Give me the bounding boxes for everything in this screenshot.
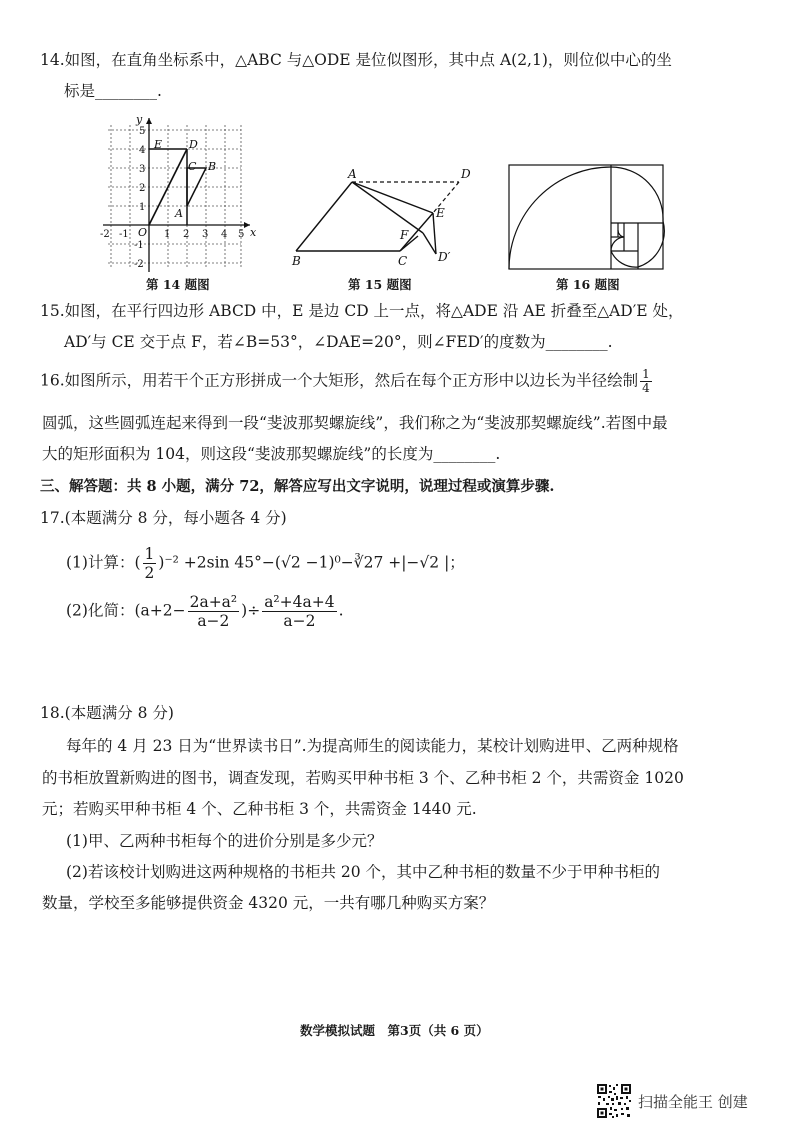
q17-part2-mid: )÷ [241,601,261,620]
fig14-ytick: 3 [139,164,146,175]
fig14-xtick: -1 [119,229,129,240]
q17-p1-num: 1 [144,545,155,563]
fig15-label-d: D [461,167,471,181]
q17-title: 17.(本题满分 8 分，每小题各 4 分) [40,509,287,527]
q17-p2-frac1-num: 2a+a² [189,593,238,611]
fig14-label-e: E [154,138,163,151]
q17-part1-prefix: (1)计算：( [66,553,141,572]
q16-frac-den: 4 [642,381,650,395]
fig14-axis-y: y [136,113,143,126]
q17-p2-frac2-num: a²+4a+4 [264,593,335,611]
fig14-label-c: C [188,160,197,173]
q15-line1: 15.如图，在平行四边形 ABCD 中，E 是边 CD 上一点，将△ADE 沿 AE 折叠至△AD′E 处， [40,302,684,320]
q16-line2: 圆弧，这些圆弧连起来得到一段“斐波那契螺旋线”，我们称之为“斐波那契螺旋线”.若图中最 [42,414,668,432]
q18-title: 18.(本题满分 8 分) [40,704,174,722]
q18-sub2-line2: 数量，学校至多能够提供资金 4320 元，一共有哪几种购买方案？ [42,894,495,912]
q17-p1-den: 2 [144,564,155,582]
q18-sub2-line1: (2)若该校计划购进这两种规格的书柜共 20 个，其中乙种书柜的数量不少于甲种书柜的 [66,863,661,881]
q17-part1 [66,545,465,582]
fig15-label-f: F [400,228,409,242]
figure-14 [98,110,258,275]
fig14-ytick: 4 [139,145,146,156]
fig14-xtick: 2 [183,229,190,240]
page-footer: 数学模拟试题 第3页（共 6 页） [300,1023,489,1038]
fig15-label-a: A [348,167,357,181]
fig15-label-b: B [292,254,301,268]
q18-para-line3: 元；若购买甲种书柜 4 个、乙种书柜 3 个，共需资金 1440 元. [42,800,477,818]
q17-p2-frac2-den: a−2 [283,612,316,630]
q17-part2-prefix: (2)化简：(a+2− [66,601,186,620]
q15-line2: AD′与 CE 交于点 F，若∠B=53°，∠DAE=20°，则∠FED′的度数为________. [64,333,613,351]
fig14-axis-x: x [250,226,257,239]
q16-fraction [640,368,652,395]
figure-16 [508,164,664,270]
section3-heading: 三、解答题：共 8 小题，满分 72，解答应写出文字说明，说理过程或演算步骤. [40,478,555,495]
fig14-caption: 第 14 题图 [146,277,210,292]
fig14-xtick: -2 [100,229,110,240]
fig14-ytick: -2 [134,259,144,270]
fig14-label-d: D [189,138,198,151]
fig15-label-e: E [436,206,445,220]
fig14-ytick: 1 [139,202,146,213]
q14-line2: 标是________. [64,82,162,100]
q17-part2 [66,593,344,630]
qr-code-icon [596,1083,632,1119]
q18-para-line1: 每年的 4 月 23 日为“世界读书日”.为提高师生的阅读能力，某校计划购进甲、乙两种规格 [66,737,679,755]
figure-15 [288,166,488,266]
fig14-label-b: B [208,160,217,173]
q18-sub1: (1)甲、乙两种书柜每个的进价分别是多少元？ [66,832,383,850]
q18-para-line2: 的书柜放置新购进的图书，调查发现，若购买甲种书柜 3 个、乙种书柜 2 个，共需资金 1020 [42,769,684,787]
q16-line3: 大的矩形面积为 104，则这段“斐波那契螺旋线”的长度为________. [42,445,501,463]
q17-part1-rest: )⁻² +2sin 45°−(√2 −1)⁰−∛27 +|−√2 |； [158,553,465,572]
fig14-ytick: -1 [134,240,144,251]
q17-p2-frac1-den: a−2 [197,612,230,630]
q16-line1-text: 16.如图所示，用若干个正方形拼成一个大矩形，然后在每个正方形中以边长为半径绘制 [40,371,639,390]
fig14-ytick: 2 [139,183,146,194]
q17-part2-end: . [338,601,344,620]
fig14-ytick: 5 [139,126,146,137]
q16-frac-num: 1 [642,367,650,381]
fig15-label-dprime: D′ [438,250,451,264]
q17-part2-fraction1 [188,593,240,630]
fig14-xtick: 4 [221,229,228,240]
fig14-xtick: 3 [202,229,209,240]
q16-line1 [40,368,654,395]
fig14-label-a: A [175,207,183,220]
scanner-watermark: 扫描全能王 创建 [638,1093,748,1111]
q17-part1-fraction [143,545,157,582]
fig14-xtick: 5 [238,229,245,240]
q14-line1: 14.如图，在直角坐标系中，△ABC 与△ODE 是位似图形，其中点 A(2,1)，则位似中心的坐 [40,51,672,69]
q17-part2-fraction2 [262,593,336,630]
fig15-caption: 第 15 题图 [348,277,412,292]
fig14-xtick: 1 [164,229,171,240]
fig14-origin: O [138,226,148,239]
fig16-caption: 第 16 题图 [556,277,620,292]
fig15-label-c: C [398,254,408,268]
